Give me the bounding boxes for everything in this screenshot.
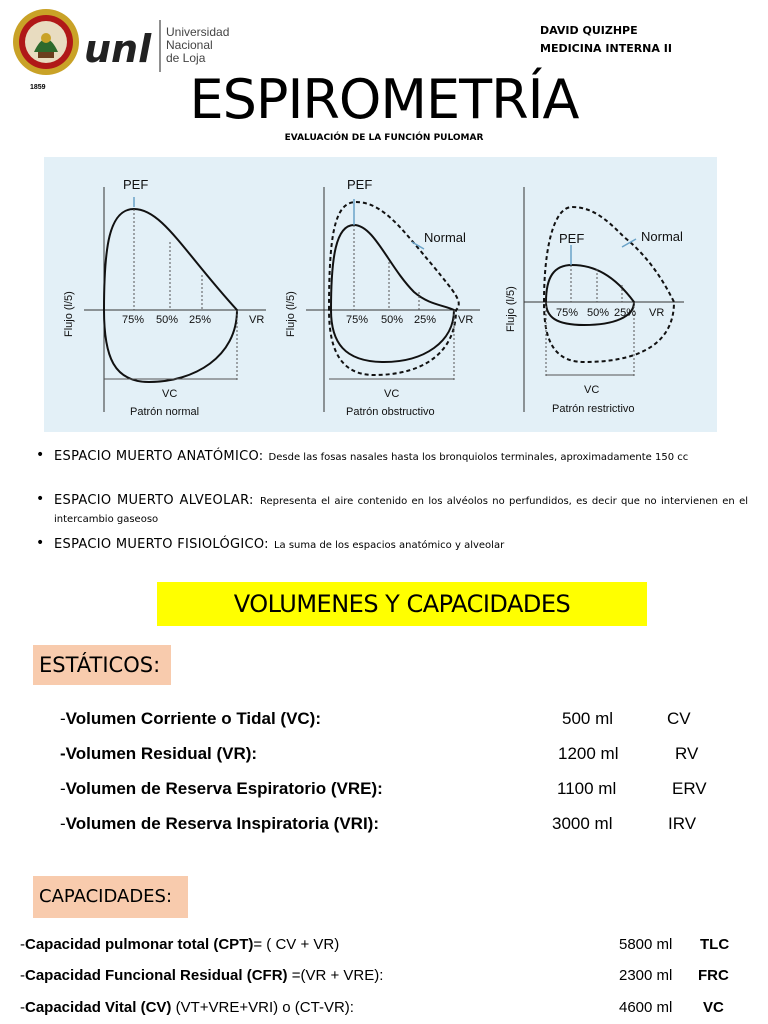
seal-year: 1859 xyxy=(30,84,46,91)
author-block xyxy=(540,22,672,58)
dead-space-desc: La suma de los espacios anatómico y alveolar xyxy=(273,540,505,551)
capacity-abbr: TLC xyxy=(700,936,730,953)
capacity-name: Capacidad pulmonar total (CPT) xyxy=(25,936,254,953)
volume-label: Volumen de Reserva Inspiratoria (VRI): xyxy=(65,814,379,833)
panel-obstructive-25: 25% xyxy=(414,314,437,326)
panel-normal-50: 50% xyxy=(156,314,179,326)
panel-restrictive-vr: VR xyxy=(649,307,665,319)
volume-abbr: IRV xyxy=(668,814,697,833)
bullet-dot: • xyxy=(36,447,45,463)
panel-obstructive xyxy=(285,177,480,418)
bullet-dot: • xyxy=(36,491,45,507)
panel-obstructive-yaxis: Flujo (l/5) xyxy=(285,291,297,337)
university-name-line-1: Universidad xyxy=(166,25,230,39)
unl-logo-mark: unl xyxy=(84,27,152,71)
volume-label: Volumen Residual (VR): xyxy=(65,744,258,763)
panel-normal-25: 25% xyxy=(189,314,212,326)
university-name-line-2: Nacional xyxy=(166,38,213,52)
university-name-line-3: de Loja xyxy=(166,51,206,65)
volume-abbr: ERV xyxy=(672,779,707,798)
university-seal xyxy=(12,8,80,76)
panel-restrictive-vc: VC xyxy=(584,384,600,396)
list-item xyxy=(36,447,748,465)
capacity-value: 2300 ml xyxy=(619,967,673,984)
volumes-banner: VOLUMENES Y CAPACIDADES xyxy=(157,582,647,626)
volume-label: Volumen de Reserva Espiratorio (VRE): xyxy=(65,779,383,798)
panel-restrictive-75: 75% xyxy=(556,307,579,319)
capacity-formula: =(VR + VRE): xyxy=(287,967,384,984)
capacity-abbr: VC xyxy=(703,999,724,1016)
panel-obstructive-75: 75% xyxy=(346,314,369,326)
dead-space-term: ESPACIO MUERTO FISIOLÓGICO: xyxy=(54,537,269,552)
volume-value: 1100 ml xyxy=(557,779,617,798)
author-name: DAVID QUIZHPE xyxy=(540,24,638,37)
capacity-formula: (VT+VRE+VRI) o (CT-VR): xyxy=(171,999,354,1016)
flow-volume-figure xyxy=(44,157,717,432)
dead-space-desc: Desde las fosas nasales hasta los bronquiolos terminales, aproximadamente 150 cc xyxy=(268,452,689,463)
capacity-name: Capacidad Funcional Residual (CFR) xyxy=(25,967,288,984)
panel-restrictive-pef: PEF xyxy=(559,231,585,246)
capacities-heading: CAPACIDADES: xyxy=(33,876,188,918)
panel-normal-75: 75% xyxy=(122,314,145,326)
panel-normal-vr: VR xyxy=(249,314,265,326)
dead-space-term: ESPACIO MUERTO ANATÓMICO: xyxy=(54,449,264,464)
page-subtitle: EVALUACIÓN DE LA FUNCIÓN PULOMAR xyxy=(284,133,484,143)
volume-value: 500 ml xyxy=(562,709,614,728)
capacity-abbr: FRC xyxy=(698,967,729,984)
panel-obstructive-50: 50% xyxy=(381,314,404,326)
panel-normal xyxy=(63,177,266,418)
unl-logo xyxy=(84,18,244,74)
panel-obstructive-caption: Patrón obstructivo xyxy=(346,406,435,418)
panel-normal-vc: VC xyxy=(162,388,178,400)
panel-restrictive-25: 25% xyxy=(614,307,637,319)
list-item xyxy=(36,491,748,527)
page-title: ESPIROMETRÍA xyxy=(189,68,579,131)
volume-abbr: CV xyxy=(667,709,691,728)
panel-obstructive-normal: Normal xyxy=(424,230,466,245)
dead-space-desc: Representa el aire contenido en los alvéolos no perfundidos, es decir que no intervienen en el intercambio gaseoso xyxy=(54,496,748,525)
capacity-name: Capacidad Vital (CV) xyxy=(25,999,172,1016)
list-item xyxy=(36,535,748,553)
panel-restrictive-normal: Normal xyxy=(641,229,683,244)
panel-restrictive-50: 50% xyxy=(587,307,610,319)
panel-restrictive-yaxis: Flujo (l/5) xyxy=(505,286,517,332)
capacity-formula: = ( CV + VR) xyxy=(253,936,340,953)
panel-obstructive-pef: PEF xyxy=(347,177,373,192)
volume-value: 3000 ml xyxy=(552,814,613,833)
dead-space-term: ESPACIO MUERTO ALVEOLAR: xyxy=(54,493,254,508)
capacity-value: 5800 ml xyxy=(619,936,673,953)
panel-obstructive-vc: VC xyxy=(384,388,400,400)
panel-obstructive-vr: VR xyxy=(458,314,474,326)
capacity-value: 4600 ml xyxy=(619,999,673,1016)
panel-normal-caption: Patrón normal xyxy=(130,406,200,418)
course-name: MEDICINA INTERNA II xyxy=(540,42,672,55)
static-heading: ESTÁTICOS: xyxy=(33,645,171,685)
panel-normal-yaxis: Flujo (l/5) xyxy=(63,291,75,337)
volume-label: Volumen Corriente o Tidal (VC): xyxy=(65,709,322,728)
panel-restrictive-caption: Patrón restrictivo xyxy=(552,403,635,415)
panel-normal-pef: PEF xyxy=(123,177,149,192)
volume-value: 1200 ml xyxy=(558,744,619,763)
bullet-dot: • xyxy=(36,535,45,551)
panel-restrictive xyxy=(505,187,684,415)
volume-abbr: RV xyxy=(675,744,699,763)
